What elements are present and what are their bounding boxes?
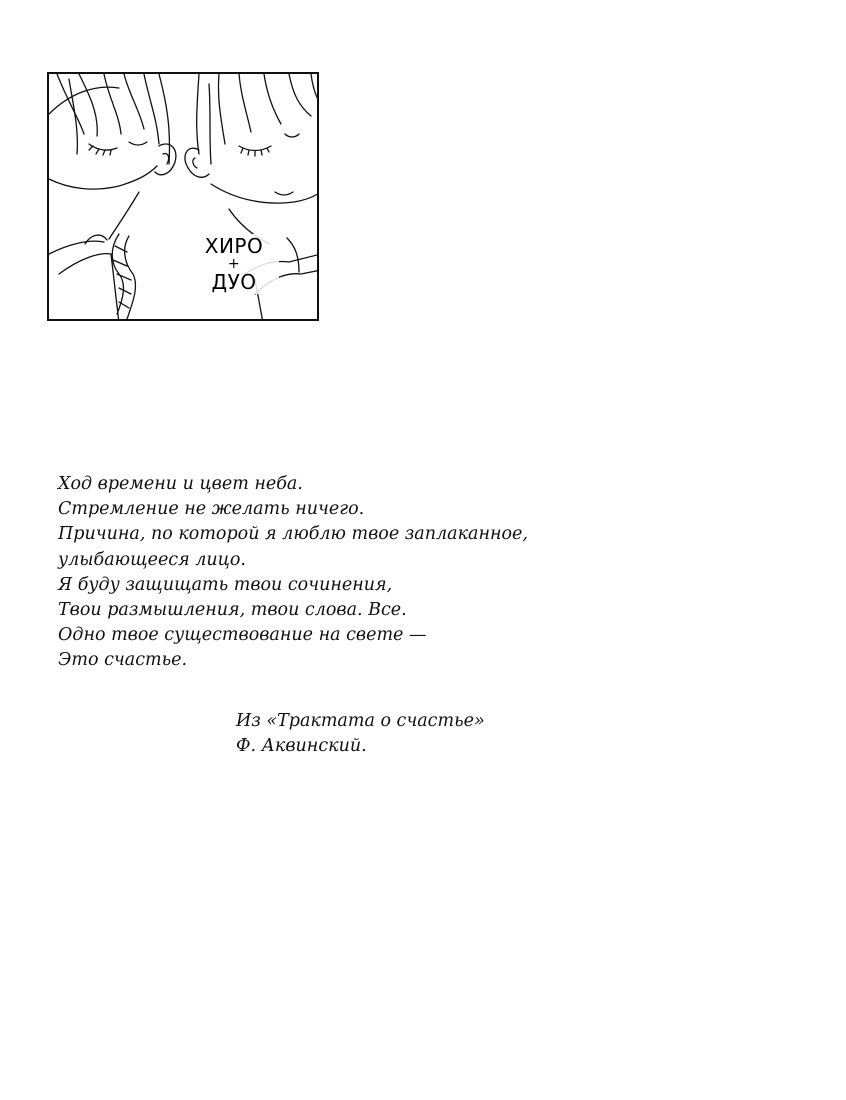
caption-name-hiro: ХИРО bbox=[204, 234, 264, 258]
attribution-author: Ф. Аквинский. bbox=[236, 736, 367, 757]
illustration-caption bbox=[189, 234, 279, 294]
poem-line: Это счастье. bbox=[58, 650, 188, 671]
poem-line: Ход времени и цвет неба. bbox=[58, 474, 303, 494]
poem-line: Твои размышления, твои слова. Все. bbox=[58, 600, 407, 621]
caption-plus: + bbox=[227, 256, 241, 272]
poem-line: Стремление не желать ничего. bbox=[58, 499, 365, 520]
poem-text bbox=[58, 472, 578, 674]
poem-line: Одно твое существование на свете — bbox=[58, 625, 427, 646]
attribution bbox=[236, 709, 636, 759]
poem-line: Я буду защищать твои сочинения, bbox=[58, 574, 393, 595]
poem-line: улыбающееся лицо. bbox=[58, 549, 246, 570]
poem-line: Причина, по которой я люблю твое заплаканное, bbox=[58, 524, 528, 545]
attribution-source: Из «Трактата о счастье» bbox=[236, 711, 485, 731]
manga-illustration-panel bbox=[47, 72, 319, 321]
caption-name-duo: ДУО bbox=[211, 270, 257, 294]
